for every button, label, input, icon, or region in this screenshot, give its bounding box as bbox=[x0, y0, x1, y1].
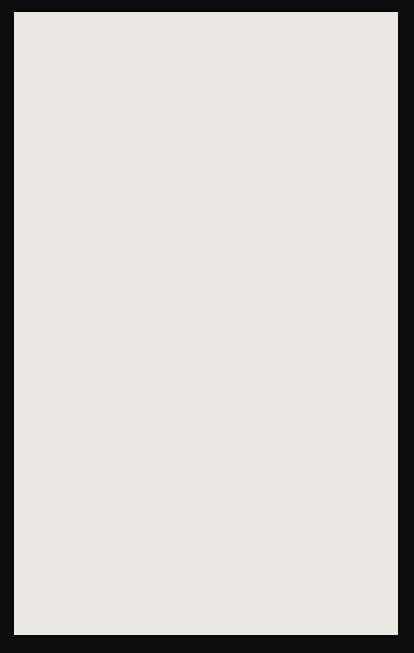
form-sheet bbox=[14, 12, 398, 635]
